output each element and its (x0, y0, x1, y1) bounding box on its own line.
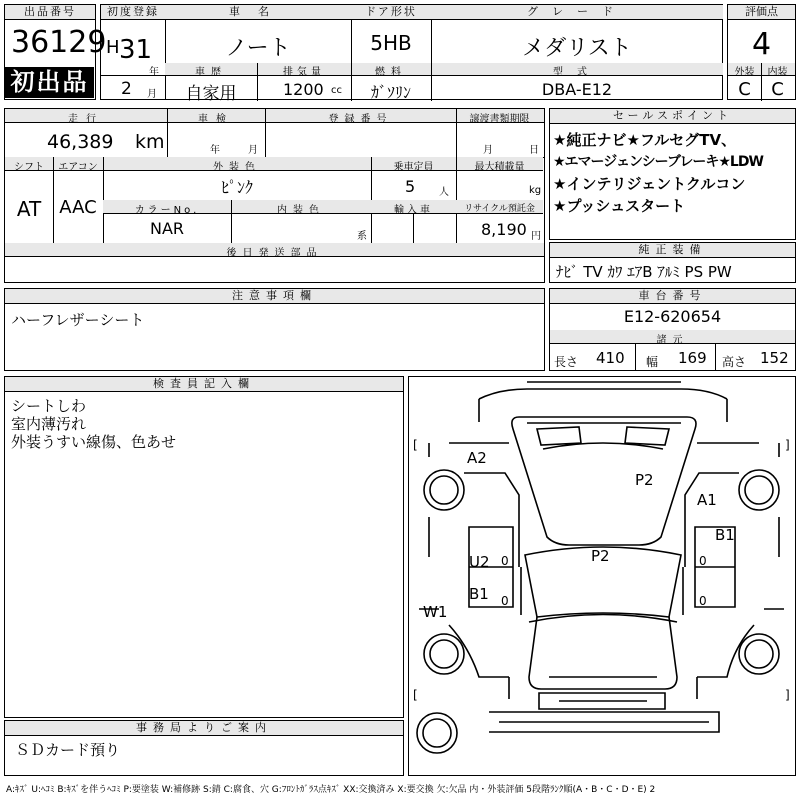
car-outline-diagram (409, 377, 794, 774)
capacity: 5 (405, 177, 416, 196)
recycle-amount: 8,190 (481, 220, 527, 239)
office-label: 事務局よりご案内 (5, 721, 403, 736)
car-name-label: 車名 (165, 5, 351, 20)
color-label: 外装色 (213, 162, 261, 173)
interior-label: 内装 (767, 67, 788, 78)
damage-mark-a1: A1 (697, 491, 717, 509)
inspector-label: 検査員記入欄 (5, 377, 403, 392)
later-parts-label: 後日発送部品 (226, 248, 323, 259)
damage-mark-p2-cabin: P2 (591, 547, 610, 565)
notes-text: ハーフレザーシート (11, 311, 145, 329)
sales-points-box (549, 108, 796, 240)
recycle-unit: 円 (531, 231, 541, 242)
ac: AAC (59, 197, 97, 218)
load-label: 最大積載量 (474, 162, 525, 173)
model: DBA-E12 (541, 80, 613, 99)
equipment-box (549, 242, 796, 283)
damage-mark-p2-roof: P2 (635, 471, 654, 489)
exterior-color: ﾋﾟﾝｸ (220, 178, 253, 197)
reg-year: 31 (119, 35, 153, 65)
score: 4 (751, 27, 772, 62)
bracket-open: [ (413, 688, 418, 702)
first-listing-badge (5, 67, 94, 98)
zero-mark: 0 (699, 554, 707, 568)
displacement: 1200 (283, 80, 324, 99)
color-no-label: カラーNo. (134, 205, 200, 216)
fuel-label: 燃料 (375, 67, 407, 78)
ac-label: エアコン (58, 162, 98, 173)
equipment-items: ﾅﾋﾞ TV ｶﾜ ｴｱB ｱﾙﾐ PS PW (556, 263, 732, 281)
import-label: 輸入車 (394, 205, 433, 216)
reg-month: 2 (121, 79, 132, 99)
model-label: 型式 (553, 67, 601, 78)
transfer-label: 譲渡書類期限 (469, 114, 530, 125)
width: 169 (678, 349, 707, 367)
door-label: ドア形状 (351, 5, 431, 20)
bracket-close: ] (785, 688, 790, 702)
sales-point-line: ★純正ナビ★フルセグTV、 (553, 131, 737, 149)
damage-diagram (408, 376, 796, 776)
length: 410 (596, 349, 625, 367)
door-type: 5HB (370, 31, 412, 55)
int-color-unit: 系 (357, 231, 367, 242)
zero-mark: 0 (501, 554, 509, 568)
inspection-label: 車検 (198, 114, 234, 125)
grade-label: グレード (431, 5, 723, 20)
chassis-label: 車台番号 (550, 289, 795, 304)
grade: メダリスト (522, 36, 632, 61)
interior-grade: C (771, 79, 784, 100)
capacity-label: 乗車定員 (393, 162, 434, 173)
shift-label: シフト (14, 162, 44, 173)
mileage-unit: km (135, 131, 165, 153)
damage-mark-b1-left: B1 (469, 585, 489, 603)
damage-mark-b1-right: B1 (715, 526, 735, 544)
transfer-day-unit: 日 (529, 145, 539, 156)
exterior-label: 外装 (734, 67, 755, 78)
sales-points-label: セールスポイント (550, 109, 795, 124)
inspection-month-unit: 月 (248, 145, 258, 156)
first-reg-label: 初度登録 (101, 5, 165, 20)
lot-box (4, 4, 107, 100)
sales-point-line: ★エマージェンシーブレーキ★LDW (553, 154, 763, 170)
office-text: ＳＤカード預り (15, 741, 121, 759)
displacement-unit: cc (331, 85, 342, 96)
displacement-label: 排気量 (283, 67, 325, 78)
sales-point-line: ★プッシュスタート (553, 197, 686, 215)
history-label: 車歴 (195, 67, 227, 78)
chassis-box (549, 288, 796, 371)
lot-number: 36129 (11, 25, 107, 60)
inspector-line: シートしわ (11, 397, 87, 415)
damage-mark-w1: W1 (423, 603, 448, 621)
inspector-line: 外装うすい線傷、色あせ (11, 433, 177, 451)
inspector-line: 室内薄汚れ (11, 415, 87, 433)
color-no: NAR (149, 219, 185, 238)
equipment-label: 純正装備 (550, 243, 795, 258)
specs-grid (4, 108, 545, 283)
inspection-year-unit: 年 (210, 145, 220, 156)
mileage-label: 走行 (68, 114, 104, 125)
exterior-grade: C (738, 79, 751, 100)
notes-box (4, 288, 545, 371)
bracket-close: ] (785, 438, 790, 452)
damage-mark-a2: A2 (467, 449, 487, 467)
height-label: 高さ (722, 355, 747, 369)
height: 152 (760, 349, 789, 367)
era: H (106, 37, 120, 58)
score-box (727, 4, 796, 100)
car-name: ノート (225, 36, 291, 61)
office-box (4, 720, 404, 776)
reg-no-label: 登録番号 (328, 114, 393, 125)
notes-label: 注意事項欄 (5, 289, 544, 304)
zero-mark: 0 (501, 594, 509, 608)
inspector-box (4, 376, 404, 718)
year-unit: 年 (149, 67, 159, 78)
zero-mark: 0 (699, 594, 707, 608)
int-color-label: 内装色 (277, 205, 325, 216)
length-label: 長さ (554, 355, 579, 369)
lot-label: 出品番号 (5, 5, 95, 20)
damage-mark-u2: U2 (469, 553, 490, 571)
recycle-label: リサイクル預託金 (464, 204, 535, 214)
first-listing-label: 初出品 (10, 68, 89, 96)
legend-text: A:ｷｽﾞ U:ﾍｺﾐ B:ｷｽﾞを伴うﾍｺﾐ P:要塗装 W:補修跡 S:錆 C:腐食、穴 G:ﾌﾛﾝﾄｶﾞﾗｽ点ｷｽﾞ XX:交換済み X:要交換 欠:欠品 内・外装評価 5段階ﾗﾝｸ順(A・B・C・D・E) 2 (6, 785, 656, 795)
month-unit: 月 (147, 89, 157, 100)
width-label: 幅 (646, 355, 659, 369)
sales-point-line: ★インテリジェントクルコン (553, 175, 746, 193)
load-unit: kg (529, 185, 542, 196)
fuel: ｶﾞｿﾘﾝ (370, 83, 411, 102)
shift: AT (16, 197, 42, 221)
history: 自家用 (185, 84, 237, 104)
vehicle-header-grid (100, 4, 723, 104)
capacity-unit: 人 (439, 187, 449, 198)
transfer-month-unit: 月 (483, 145, 493, 156)
mileage: 46,389 (47, 131, 114, 153)
bracket-open: [ (413, 438, 418, 452)
chassis-number: E12-620654 (623, 307, 722, 326)
score-label: 評価点 (728, 5, 795, 20)
dims-label: 諸元 (656, 335, 689, 346)
